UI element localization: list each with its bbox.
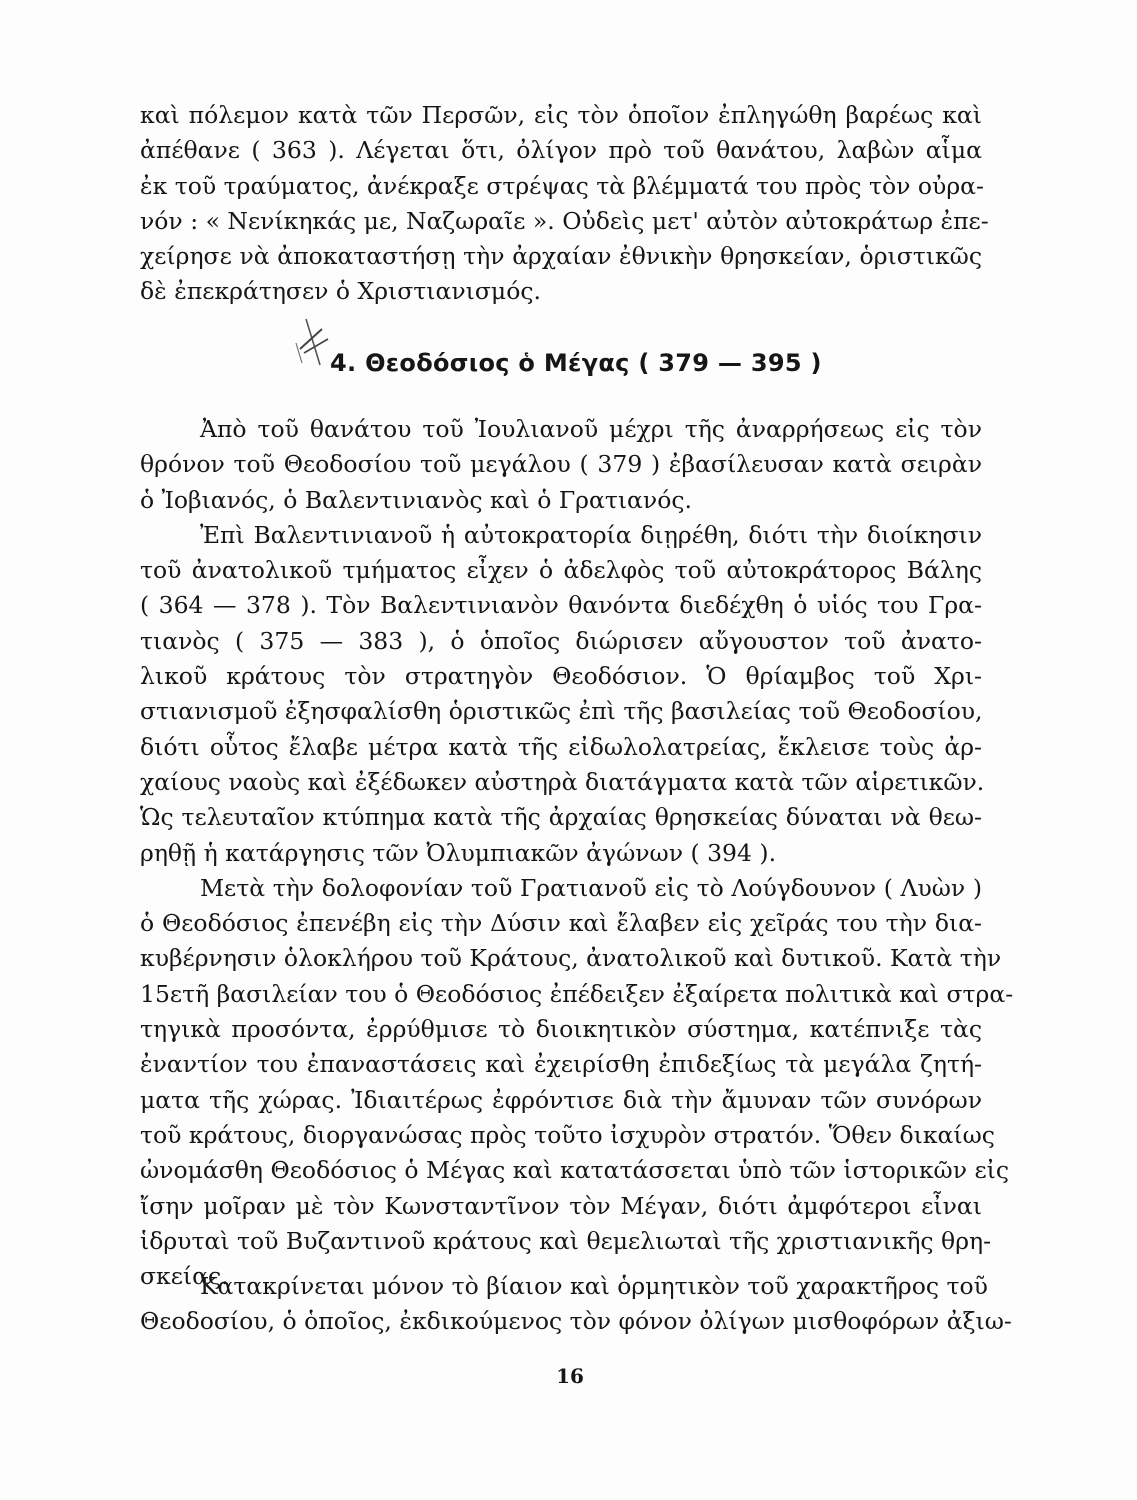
text-line: ἀπέθανε ( 363 ). Λέγεται ὅτι, ὀλίγον πρὸ τοῦ θανάτου, λαβὼν αἷμα xyxy=(140,136,982,165)
text-line: θρόνον τοῦ Θεοδοσίου τοῦ μεγάλου ( 379 ) ἐβασίλευσαν κατὰ σειρὰν xyxy=(140,450,982,479)
text-line: καὶ πόλεμον κατὰ τῶν Περσῶν, εἰς τὸν ὁποῖον ἐπληγώθη βαρέως καὶ xyxy=(140,101,982,129)
text-line: τιανὸς ( 375 — 383 ), ὁ ὁποῖος διώρισεν αὔγουστον τοῦ ἀνατο- xyxy=(140,626,982,655)
text-line: 15ετῆ βασιλείαν του ὁ Θεοδόσιος ἐπέδειξεν ἐξαίρετα πολιτικὰ καὶ στρα- xyxy=(140,979,1014,1008)
text-line: ὁ Ἰοβιανός, ὁ Βαλεντινιανὸς καὶ ὁ Γρατιανός. xyxy=(140,485,692,514)
text-line: Ὡς τελευταῖον κτύπημα κατὰ τῆς ἀρχαίας θρησκείας δύναται νὰ θεω- xyxy=(140,803,982,832)
text-line: τοῦ κράτους, διοργανώσας πρὸς τοῦτο ἰσχυρὸν στρατόν. Ὅθεν δικαίως xyxy=(140,1120,995,1149)
text-line: χείρησε νὰ ἀποκαταστήσῃ τὴν ἀρχαίαν ἐθνικὴν θρησκείαν, ὁριστικῶς xyxy=(140,242,982,271)
text-line: Μετὰ τὴν δολοφονίαν τοῦ Γρατιανοῦ εἰς τὸ Λούγδουνον ( Λυὼν ) xyxy=(200,873,982,902)
text-line: Κατακρίνεται μόνον τὸ βίαιον καὶ ὁρμητικὸν τοῦ χαρακτῆρος τοῦ xyxy=(200,1272,988,1300)
text-line: ματα τῆς χώρας. Ἰδιαιτέρως ἐφρόντισε διὰ τὴν ἄμυναν τῶν συνόρων xyxy=(140,1085,982,1114)
text-line: δὲ ἐπεκράτησεν ὁ Χριστιανισμός. xyxy=(140,277,541,306)
paragraphs-theodosius xyxy=(140,412,1014,1294)
text-line: χαίους ναοὺς καὶ ἐξέδωκεν αὐστηρὰ διατάγματα κατὰ τῶν αἱρετικῶν. xyxy=(140,767,985,796)
text-line: διότι οὗτος ἔλαβε μέτρα κατὰ τῆς εἰδωλολατρείας, ἔκλεισε τοὺς ἀρ- xyxy=(140,732,982,761)
text-line: ἐκ τοῦ τραύματος, ἀνέκραξε στρέψας τὰ βλέμματά του πρὸς τὸν οὐρα- xyxy=(140,171,984,200)
text-line: νόν : « Νενίκηκάς με, Ναζωραῖε ». Οὐδεὶς μετ' αὐτὸν αὐτοκράτωρ ἐπε- xyxy=(140,206,989,235)
text-line: ἴσην μοῖραν μὲ τὸν Κωνσταντῖνον τὸν Μέγαν, διότι ἀμφότεροι εἶναι xyxy=(140,1191,982,1220)
text-line: τηγικὰ προσόντα, ἐρρύθμισε τὸ διοικητικὸν σύστημα, κατέπνιξε τὰς xyxy=(140,1015,982,1044)
text-line: ὁ Θεοδόσιος ἐπενέβη εἰς τὴν Δύσιν καὶ ἔλαβεν εἰς χεῖράς του τὴν δια- xyxy=(140,909,982,938)
page-number: 16 xyxy=(556,1364,584,1388)
text-line: ρηθῇ ἡ κατάργησις τῶν Ὀλυμπιακῶν ἀγώνων ( 394 ). xyxy=(140,838,777,867)
text-line: ἐναντίον του ἐπαναστάσεις καὶ ἐχειρίσθη ἐπιδεξίως τὰ μεγάλα ζητή- xyxy=(140,1050,982,1079)
text-line: Θεοδοσίου, ὁ ὁποῖος, ἐκδικούμενος τὸν φόνον ὀλίγων μισθοφόρων ἀξιω- xyxy=(140,1307,1012,1336)
text-line: ἱδρυταὶ τοῦ Βυζαντινοῦ κράτους καὶ θεμελιωταὶ τῆς χριστιανικῆς θρη- xyxy=(140,1226,992,1255)
paragraph-julian-death xyxy=(140,98,989,310)
paragraph-criticism xyxy=(140,1269,1012,1340)
text-line: σκείας. xyxy=(140,1262,229,1291)
section-heading: 4. Θεοδόσιος ὁ Μέγας ( 379 — 395 ) xyxy=(330,349,822,377)
text-line: ( 364 — 378 ). Τὸν Βαλεντινιανὸν θανόντα διεδέχθη ὁ υἱός του Γρα- xyxy=(140,591,982,620)
text-line: κυβέρνησιν ὁλοκλήρου τοῦ Κράτους, ἀνατολικοῦ καὶ δυτικοῦ. Κατὰ τὴν xyxy=(140,944,1002,973)
text-line: Ἀπὸ τοῦ θανάτου τοῦ Ἰουλιανοῦ μέχρι τῆς ἀναρρήσεως εἰς τὸν xyxy=(200,415,982,443)
text-line: λικοῦ κράτους τὸν στρατηγὸν Θεοδόσιον. Ὁ θρίαμβος τοῦ Χρι- xyxy=(140,662,982,691)
text-line: στιανισμοῦ ἐξησφαλίσθη ὁριστικῶς ἐπὶ τῆς βασιλείας τοῦ Θεοδοσίου, xyxy=(140,697,983,726)
text-line: ὠνομάσθη Θεοδόσιος ὁ Μέγας καὶ κατατάσσεται ὑπὸ τῶν ἱστορικῶν εἰς xyxy=(140,1156,1010,1185)
text-line: Ἐπὶ Βαλεντινιανοῦ ἡ αὐτοκρατορία διῃρέθη, διότι τὴν διοίκησιν xyxy=(200,520,982,549)
text-line: τοῦ ἀνατολικοῦ τμήματος εἶχεν ὁ ἀδελφὸς τοῦ αὐτοκράτορος Βάλης xyxy=(140,556,982,585)
